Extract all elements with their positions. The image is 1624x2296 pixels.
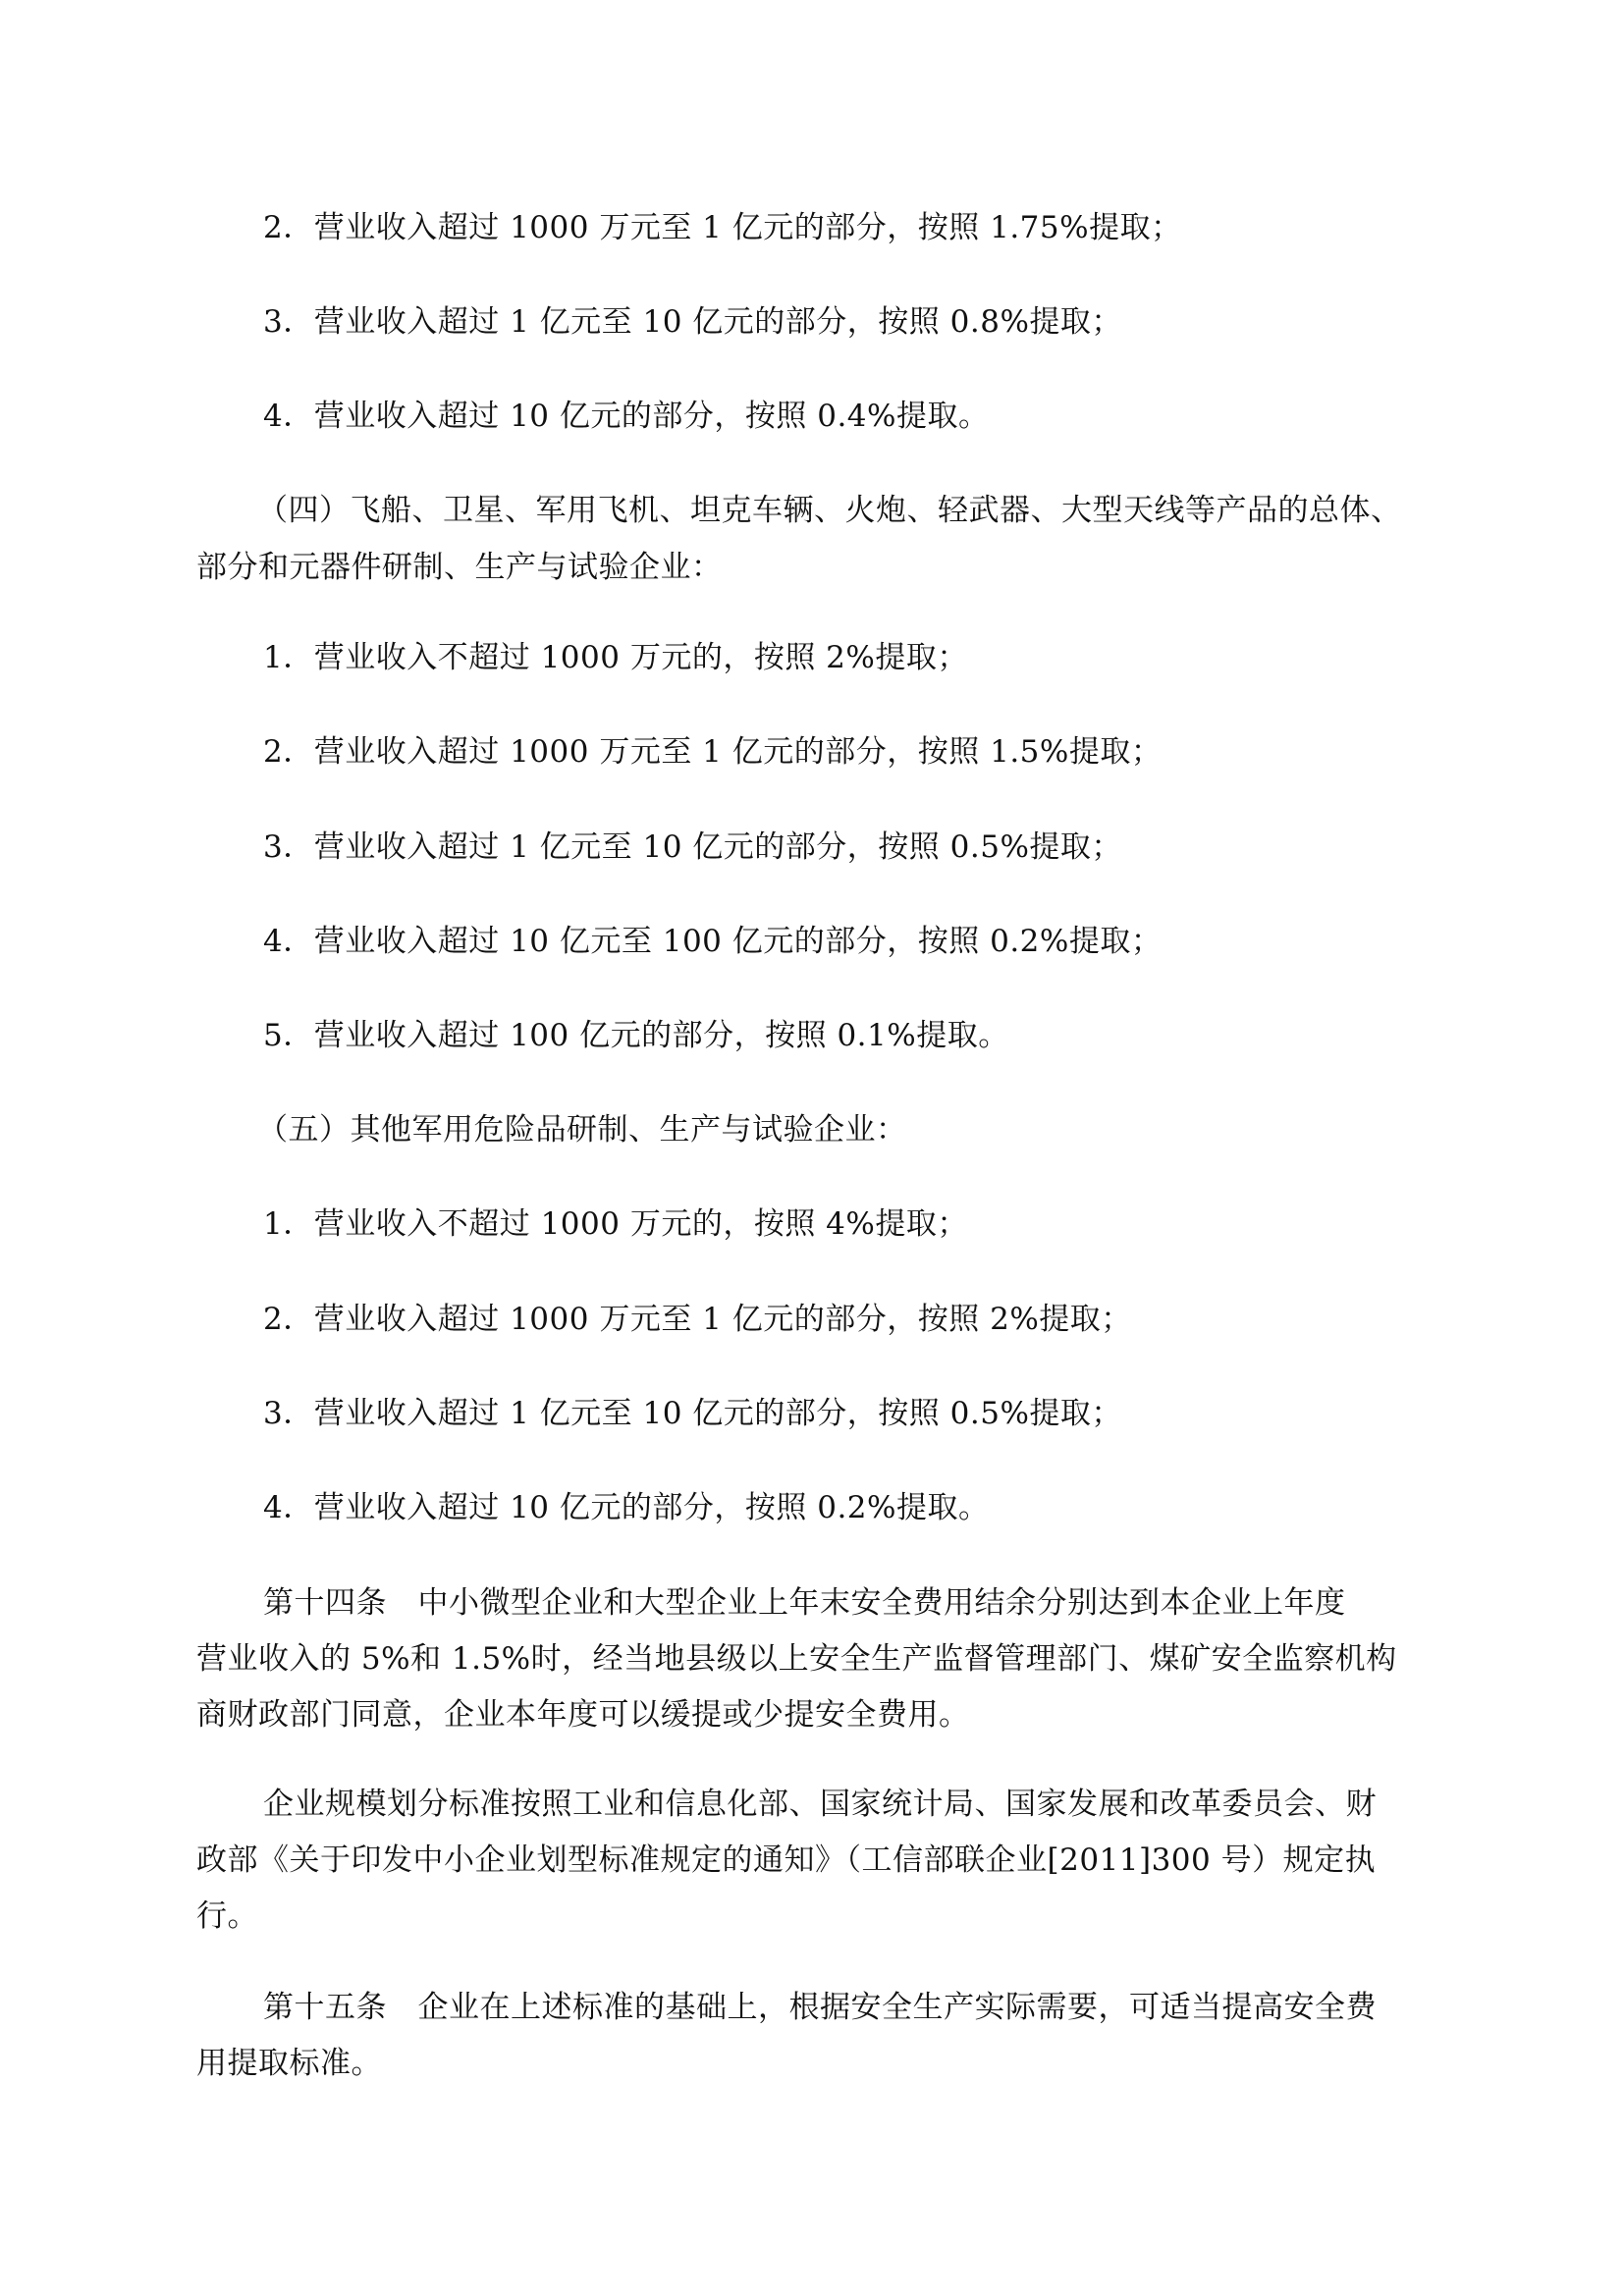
article-fourteen-line: 商财政部门同意，企业本年度可以缓提或少提安全费用。	[196, 1697, 970, 1733]
section-heading-four-cont: 部分和元器件研制、生产与试验企业：	[196, 550, 723, 585]
section-heading-four: （四）飞船、卫星、军用飞机、坦克车辆、火炮、轻武器、大型天线等产品的总体、	[257, 493, 1402, 528]
list-item: 4．营业收入超过 10 亿元的部分，按照 0.2%提取。	[263, 1490, 990, 1525]
scale-standard-line: 行。	[196, 1898, 258, 1934]
list-item: 3．营业收入超过 1 亿元至 10 亿元的部分，按照 0.8%提取；	[263, 304, 1122, 340]
article-fourteen-line: 第十四条 中小微型企业和大型企业上年末安全费用结余分别达到本企业上年度	[263, 1585, 1346, 1621]
list-item: 3．营业收入超过 1 亿元至 10 亿元的部分，按照 0.5%提取；	[263, 1396, 1122, 1431]
article-fourteen-line: 营业收入的 5%和 1.5%时，经当地县级以上安全生产监督管理部门、煤矿安全监察机构	[196, 1641, 1397, 1677]
list-item: 2．营业收入超过 1000 万元至 1 亿元的部分，按照 1.75%提取；	[263, 210, 1182, 245]
list-item: 1．营业收入不超过 1000 万元的，按照 4%提取；	[263, 1206, 968, 1242]
article-fifteen-line: 第十五条 企业在上述标准的基础上，根据安全生产实际需要，可适当提高安全费	[263, 1990, 1377, 2025]
list-item: 1．营业收入不超过 1000 万元的，按照 2%提取；	[263, 640, 968, 675]
list-item: 4．营业收入超过 10 亿元的部分，按照 0.4%提取。	[263, 399, 990, 434]
list-item: 5．营业收入超过 100 亿元的部分，按照 0.1%提取。	[263, 1018, 1009, 1053]
section-heading-five: （五）其他军用危险品研制、生产与试验企业：	[257, 1112, 907, 1148]
list-item: 2．营业收入超过 1000 万元至 1 亿元的部分，按照 1.5%提取；	[263, 734, 1163, 770]
list-item: 4．营业收入超过 10 亿元至 100 亿元的部分，按照 0.2%提取；	[263, 924, 1163, 959]
list-item: 2．营业收入超过 1000 万元至 1 亿元的部分，按照 2%提取；	[263, 1302, 1132, 1337]
scale-standard-line: 政部《关于印发中小企业划型标准规定的通知》（工信部联企业[2011]300 号）规定执	[196, 1842, 1377, 1878]
article-fifteen-line: 用提取标准。	[196, 2046, 382, 2081]
scale-standard-line: 企业规模划分标准按照工业和信息化部、国家统计局、国家发展和改革委员会、财	[263, 1787, 1377, 1822]
list-item: 3．营业收入超过 1 亿元至 10 亿元的部分，按照 0.5%提取；	[263, 829, 1122, 865]
